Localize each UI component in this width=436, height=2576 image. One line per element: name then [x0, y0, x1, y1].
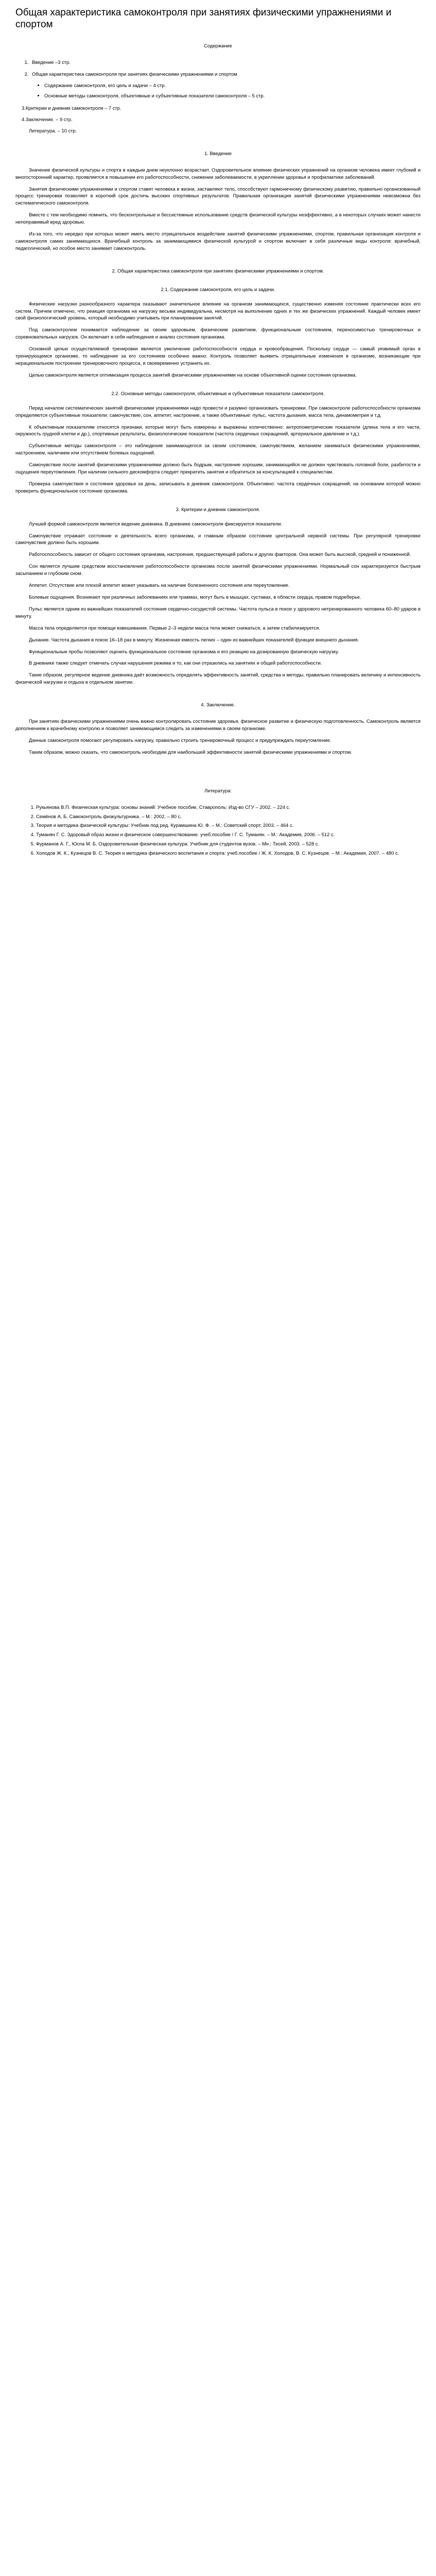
literature-item: 3. Теория и методика физической культуры: Учебник под ред. Курамшина Ю. Ф. – М.: Советский спорт, 2003. – 464 с.	[36, 822, 421, 829]
section-title: 2. Общая характеристика самоконтроля при занятиях физическими упражнениями и спортом.	[112, 267, 324, 274]
paragraph: Целью самоконтроля является оптимизация процесса занятий физическими упражнениями на основе объективной оценки состояния организма.	[29, 371, 357, 378]
section-title: 1. Введение	[204, 150, 232, 156]
toc-item	[30, 71, 421, 99]
section-body	[15, 300, 421, 379]
toc-extra-item: Литература. – 10 стр.	[29, 127, 77, 133]
toc-subitem: • Содержание самоконтроля, его цель и задачи – 4 стр.	[44, 82, 421, 89]
section-body	[15, 166, 421, 252]
toc-heading: Содержание	[204, 42, 232, 48]
literature-item: 4. Туманян Г. С. Здоровый образ жизни и физическое совершенствование. учеб.пособие / Г. С. Туманян. – М.: Академия, 2006. – 512 с.	[36, 831, 421, 838]
paragraph: Пульс является одним из важнейших показателей состояния сердечно-сосудистой системы. Частота пульса в покое у здорового нетренированного человека 60–80 ударов в минуту.	[15, 605, 421, 619]
paragraph: Из-за того, что нередко при которых может иметь место отрицательное воздействие занятий физическими упражнениями, спортом, правильная организация контроля и самоконтроля самих занимающихся. Врачебный контроль за занимающимися физической культурой и спортом включает в себя различные виды контроля: врачебный, педагогический, но особое место занимает самоконтроль.	[15, 231, 421, 251]
toc-extra-item: 4.Заключение. – 9 стр.	[22, 116, 73, 123]
subsection-title: 2.1. Содержание самоконтроля, его цель и задачи.	[161, 286, 275, 292]
paragraph: Проверка самочувствия и состояния здоровья за день, записывать в дневник самоконтроля. Объективно: частота сердечных сокращений, на основании которой можно проверить функциональное состояние организма.	[15, 480, 421, 494]
paragraph: Физические нагрузки разнообразного характера оказывают значительное влияние на организм занимающихся, существенно изменяя состояние практически всех его систем. Причем отмечено, что реакция организма на нагрузку весьма индивидуальна, несмотря на выполнение одних и тех же физических упражнений. Каждый человек имеет свой физиологический уровень, который необходимо учитывать при планировании занятий.	[15, 300, 421, 321]
subsection-title: 3. Критерии и дневник самоконтроля.	[176, 506, 260, 512]
paragraph: К объективным показателям относятся признаки, которые могут быть измерены и выражены количественно: антропометрические показатели (длина тела и его части, окружность грудной клетки и др.), спортивные результаты, физиологические показатели (частота сердечных сокращений, артериальное давление и т.д.).	[15, 423, 421, 437]
paragraph: Самочувствие отражает состояние и деятельность всего организма, и главным образом состояние центральной нервной системы. При регулярной тренировке самочувствие должно быть хорошим.	[15, 532, 421, 546]
literature-item: 5. Фурманов А. Г., Юспа М. Б. Оздоровительная физическая культура: Учебник для студентов вузов. – Мн.: Тесей, 2003. – 528 с.	[36, 840, 421, 848]
paragraph: Дыхание. Частота дыхания в покое 16–18 раз в минуту. Жизненная емкость легких – один из важнейших показателей функции внешнего дыхания.	[29, 636, 359, 642]
subsection-title: 2.2. Основные методы самоконтроля, объективные и субъективные показатели самоконтроля.	[111, 390, 325, 396]
paragraph: Сон является лучшим средством восстановления работоспособности организма после занятий физическими упражнениями. Нормальный сон характеризуется быстрым засыпанием и глубоким сном.	[15, 563, 421, 577]
literature-item: 2. Семёнов А. Б. Самоконтроль физкультурника. – М.: 2002. – 80 с.	[36, 813, 421, 820]
document-page	[0, 0, 436, 879]
toc-list	[15, 59, 421, 100]
paragraph: Под самоконтролем понимается наблюдение за своим здоровьем, физическим развитием, функциональным состоянием, переносимостью тренировочных и соревновательных нагрузок. Он включает в себя наблюдения и анализ состояния организма.	[15, 327, 421, 340]
paragraph: Лучшей формой самоконтроля является ведение дневника. В дневнике самоконтроля фиксируются показатели.	[29, 520, 283, 527]
paragraph: Масса тела определяется при помощи взвешивания. Первые 2–3 недели масса тела может снижаться, а затем стабилизируется.	[29, 624, 320, 631]
paragraph: Значение физической культуры и спорта в каждым днем неуклонно возрастает. Оздоровительное влияние физических упражнений на организм человека имеет глубокий и многосторонний характер, проявляется в повышении его работоспособности, снижении заболеваемости, в укреплении здоровья и профилактике заболеваний.	[15, 166, 421, 180]
paragraph: Такие образом, регулярное ведение дневника даёт возможность определять эффективность занятий, средства и методы, правильно планировать величину и интенсивность физической нагрузки и отдыха в отдельном занятии.	[15, 672, 421, 685]
paragraph: Вместе с тем необходимо помнить, что бесконтрольные и бессистемные использование средств физической культуры неэффективно, а в некоторых случаях может нанести непоправимый вред здоровью.	[15, 212, 421, 225]
toc-extra-item: 3.Критерии и дневник самоконтроля – 7 стр.	[22, 105, 121, 111]
document-title: Общая характеристика самоконтроля при занятиях физическими упражнениями и спортом	[15, 7, 392, 30]
paragraph: Аппетит. Отсутствие или плохой аппетит может указывать на наличие болезненного состояния или переутомление.	[29, 582, 290, 588]
paragraph: Болевые ощущения. Возникают при различных заболеваниях или травмах, могут быть в мышцах, суставах, в области сердца, правом подреберье.	[29, 594, 361, 600]
paragraph: Основной целью осуществляемой тренировки является увеличение работоспособности сердца и кровообращения. Поскольку сердце — самый уязвимый орган в тренирующемся организме, то наблюдение за его состоянием особенно важно. Контроль позволяет выявить отрицательные изменения в организме, возникающие при нерациональном построении тренировочного процесса, и своевременно устранить их.	[15, 346, 421, 366]
section-title: 4. Заключение.	[201, 702, 235, 708]
paragraph: Функциональные пробы позволяют оценить функциональное состояние организма и его реакцию на дозированную физическую нагрузку.	[29, 648, 339, 654]
literature-item: 1. Рукьянова В.П. Физическая культура: основы знаний: Учебное пособие, Ставрополь: Изд-во СГУ – 2002. – 224 с.	[36, 804, 421, 811]
section-body	[15, 718, 421, 756]
paragraph: Таким образом, можно сказать, что самоконтроль необходим для наибольшей эффективности занятий физическими упражнениями и спортом.	[29, 749, 352, 755]
paragraph: В дневнике также следует отмечать случаи нарушения режима и то, как они отразились на занятиях и общей работоспособности.	[29, 660, 322, 666]
paragraph: Субъективные методы самоконтроля – это наблюдения занимающегося за своим состоянием, самочувствием, желанием заниматься физическими упражнениями, настроением, наличием или отсутствием болевых ощущений.	[15, 443, 421, 456]
toc-item-label: Общая характеристика самоконтроля при занятиях физическими упражнениями и спортом	[32, 71, 237, 77]
paragraph: Занятия физическими упражнениями и спортом ставят человека в жизни, заставляют тело, способствуют гармоничному физическому развитию, правильно организованный процесс тренировки позволяет в короткий срок достичь высоких спортивных результатов. Правильная организация занятий физическими упражнениями невозможна без систематического самоконтроля.	[15, 185, 421, 206]
paragraph: Данные самоконтроля помогают регулировать нагрузку, правильно строить тренировочный процесс и предупреждать переутомление.	[29, 737, 332, 743]
literature-item: 6. Холодов Ж. К., Кузнецов В. С. Теория и методика физического воспитания и спорта: учеб.пособие / Ж. К. Холодов, В. С. Кузнецов. – М.: Академия, 2007. – 480 с.	[36, 850, 421, 857]
literature-list	[15, 804, 421, 857]
toc-subitem: • Основные методы самоконтроля, объективные и субъективные показатели самоконтроля – 5 стр.	[44, 92, 421, 99]
paragraph: Работоспособность зависит от общего состояния организма, настроения, предшествующей работы и других факторов. Она может быть высокой, средней и пониженной.	[29, 551, 411, 557]
section-body	[15, 520, 421, 686]
section-body	[15, 404, 421, 495]
toc-item: 1. Введение –3 стр.	[30, 59, 421, 66]
toc-sublist	[32, 82, 421, 99]
paragraph: Перед началом систематических занятий физическими упражнениями надо провести и разумно организовать тренировки. При самоконтроле работоспособности организма определяются субъективные показатели: самочувствие, сон, аппетит, настроение, а также объективные: пульс, частота дыхания, масса тела, динамометрия и т.д.	[15, 404, 421, 418]
paragraph: Самочувствие после занятий физическими упражнениями должно быть бодрым, настроение хорошим, занимающийся не должен чувствовать головной боли, разбитости и ощущения переутомления. При наличии сильного дискомфорта следует прекратить занятия и обратиться за консультацией к специалистам.	[15, 462, 421, 475]
literature-heading: Литература:	[204, 787, 232, 793]
paragraph: При занятиях физическими упражнениями очень важно контролировать состояние здоровья, физическое развитие и физическую подготовленность. Самоконтроль является дополнением к врачебному контролю и позволяет занимающимся следить за изменениями в своем организме.	[15, 718, 421, 731]
